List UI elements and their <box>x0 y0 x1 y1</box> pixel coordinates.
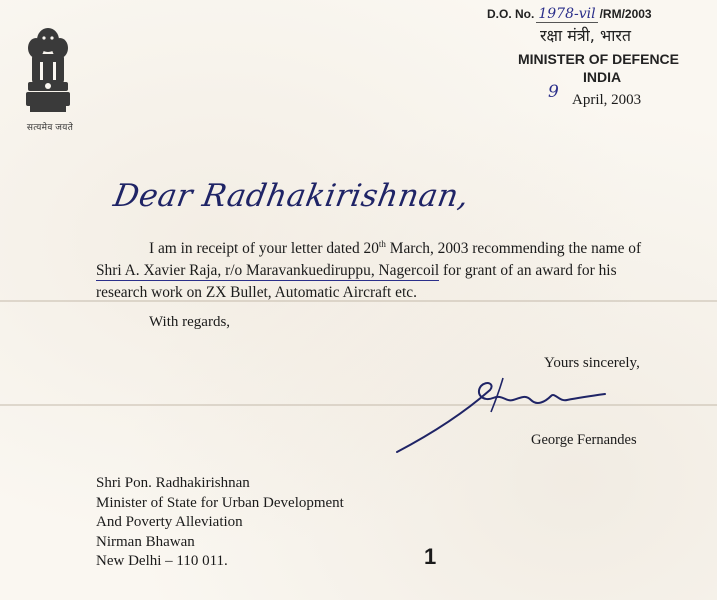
closing-line: Yours sincerely, <box>544 355 640 371</box>
country-name: INDIA <box>583 69 622 85</box>
date-day-handwritten: 9 <box>548 82 559 102</box>
body-text-segment: March, 2003 recommending the name of <box>385 240 642 258</box>
regards-line: With regards, <box>149 314 231 330</box>
do-number-handwritten: 1978-vil <box>538 6 596 22</box>
hindi-title: रक्षा मंत्री, भारत <box>540 26 632 45</box>
salutation: Dear Radhakirishnan, <box>110 178 472 214</box>
address-line: New Delhi – 110 011. <box>96 553 228 569</box>
do-suffix: /RM/2003 <box>599 7 652 21</box>
nominee-name-underlined: Shri A. Xavier Raja, r/o Maravankuediruppu, Nagercoil <box>96 262 440 280</box>
body-text-segment: I am in receipt of your letter dated 20 <box>149 240 379 258</box>
recipient-address <box>96 474 344 572</box>
letter-date: April, 2003 <box>572 92 642 108</box>
do-number <box>487 6 652 23</box>
ordinal-suffix: th <box>378 239 386 249</box>
address-line: Shri Pon. Radhakirishnan <box>96 475 250 491</box>
do-label: D.O. No. <box>487 7 535 21</box>
state-emblem-icon <box>18 20 78 125</box>
address-line: Minister of State for Urban Development <box>96 494 344 511</box>
ministry-title: MINISTER OF DEFENCE <box>518 51 680 67</box>
body-paragraph <box>96 233 666 304</box>
letter-body <box>96 233 666 304</box>
signer-name: George Fernandes <box>531 432 637 448</box>
page-number: 1 <box>424 544 437 569</box>
address-line: And Poverty Alleviation <box>96 514 243 530</box>
body-text-segment: for grant of an award for his research work on ZX Bullet, Automatic Aircraft etc. <box>96 262 617 302</box>
address-line: Nirman Bhawan <box>96 533 195 550</box>
emblem-motto: सत्यमेव जयते <box>26 122 74 132</box>
